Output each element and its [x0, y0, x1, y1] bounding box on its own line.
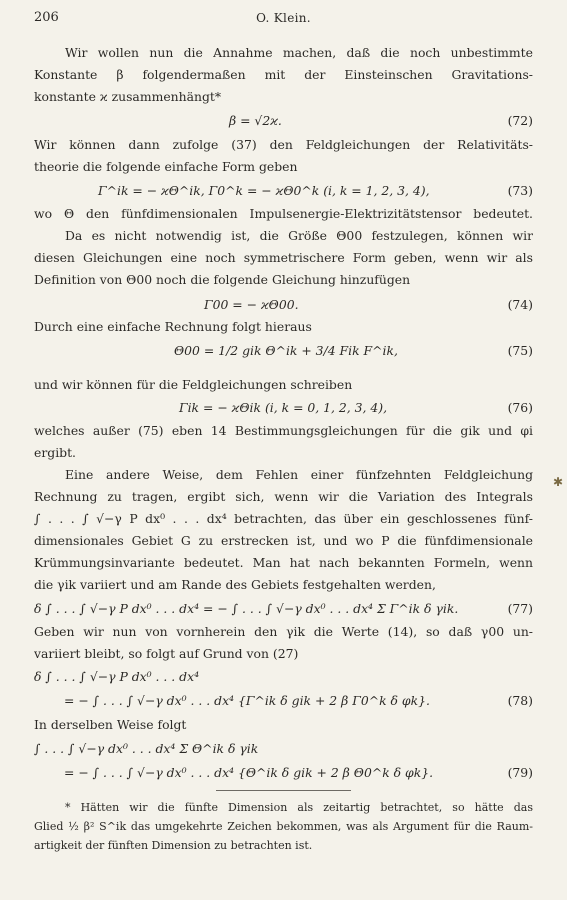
- text-line: Krümmungsinvariante bedeutet. Man hat nach bekannten Formeln, wenn: [34, 555, 533, 570]
- equation-text: Γ^ik = − ϰΘ^ik, Γ0^k = − ϰΘ0^k (i, k = 1, 2, 3, 4),: [98, 183, 430, 198]
- page-number: 206: [34, 10, 59, 25]
- text-line: Geben wir nun von vornherein den γik die Werte (14), so daß γ00 un-: [34, 624, 533, 639]
- footnote-line: * Hätten wir die fünfte Dimension als zeitartig betrachtet, so hätte das: [65, 801, 533, 814]
- equation-74: [34, 294, 533, 316]
- equation-text: δ ∫ . . . ∫ √−γ P dx⁰ . . . dx⁴: [34, 669, 200, 684]
- equation-77: [34, 598, 533, 620]
- text-line: welches außer (75) eben 14 Bestimmungsgleichungen für die gik und φi: [34, 423, 533, 438]
- text-line: In derselben Weise folgt: [34, 717, 187, 732]
- equation-text: ∫ . . . ∫ √−γ dx⁰ . . . dx⁴ Σ Θ^ik δ γik: [34, 741, 259, 756]
- text-line: theorie die folgende einfache Form geben: [34, 159, 298, 174]
- equation-text: Γ00 = − ϰΘ00.: [204, 297, 299, 312]
- text-line: Durch eine einfache Rechnung folgt hieraus: [34, 319, 312, 334]
- equation-text: δ ∫ . . . ∫ √−γ P dx⁰ . . . dx⁴ = − ∫ . . . ∫ √−γ dx⁰ . . . dx⁴ Σ Γ^ik δ γik.: [34, 601, 459, 616]
- text-line: dimensionales Gebiet G zu erstrecken ist, und wo P die fünfdimensionale: [34, 533, 533, 548]
- equation-79-lhs: [34, 738, 533, 760]
- running-header: [34, 10, 533, 30]
- equation-number: (77): [507, 601, 533, 616]
- running-title: O. Klein.: [256, 11, 311, 25]
- equation-number: (78): [507, 693, 533, 708]
- equation-78-lhs: [34, 666, 533, 688]
- equation-75: [34, 340, 533, 362]
- equation-number: (74): [507, 297, 533, 312]
- text-line: konstante ϰ zusammenhängt*: [34, 89, 222, 104]
- equation-text: = − ∫ . . . ∫ √−γ dx⁰ . . . dx⁴ {Γ^ik δ gik + 2 β Γ0^k δ φk}.: [64, 693, 430, 708]
- equation-72: [34, 110, 533, 132]
- text-line: und wir können für die Feldgleichungen schreiben: [34, 377, 353, 392]
- text-line: diesen Gleichungen eine noch symmetrischere Form geben, wenn wir als: [34, 250, 533, 265]
- equation-text: β = √2ϰ.: [229, 113, 282, 128]
- equation-text: Θ00 = 1/2 gik Θ^ik + 3/4 Fik F^ik,: [174, 343, 398, 358]
- equation-number: (79): [507, 765, 533, 780]
- equation-number: (72): [507, 113, 533, 128]
- equation-number: (73): [507, 183, 533, 198]
- equation-79: [34, 762, 533, 784]
- text-line: Wir können dann zufolge (37) den Feldgleichungen der Relativitäts-: [34, 137, 533, 152]
- text-line: die γik variiert und am Rande des Gebiets festgehalten werden,: [34, 577, 436, 592]
- equation-78: [34, 690, 533, 712]
- footnote-divider: [216, 790, 351, 791]
- text-line: Konstante β folgendermaßen mit der Einsteinschen Gravitations-: [34, 67, 533, 82]
- text-line: Definition von Θ00 noch die folgende Gleichung hinzufügen: [34, 272, 411, 287]
- equation-number: (76): [507, 400, 533, 415]
- text-line: variiert bleibt, so folgt auf Grund von (27): [34, 646, 299, 661]
- text-line: ∫ . . . ∫ √−γ P dx⁰ . . . dx⁴ betrachten, das über ein geschlossenes fünf-: [34, 511, 533, 526]
- equation-number: (75): [507, 343, 533, 358]
- text-line: Eine andere Weise, dem Fehlen einer fünfzehnten Feldgleichung: [65, 467, 533, 482]
- text-line: wo Θ den fünfdimensionalen Impulsenergie-Elektrizitätstensor bedeutet.: [34, 206, 533, 221]
- text-line: Da es nicht notwendig ist, die Größe Θ00 festzulegen, können wir: [65, 228, 533, 243]
- footnote-line: Glied ½ β² S^ik das umgekehrte Zeichen bekommen, was als Argument für die Raum-: [34, 820, 533, 833]
- equation-73: [34, 180, 533, 202]
- equation-text: = − ∫ . . . ∫ √−γ dx⁰ . . . dx⁴ {Θ^ik δ gik + 2 β Θ0^k δ φk}.: [64, 765, 434, 780]
- equation-76: [34, 397, 533, 419]
- text-line: Wir wollen nun die Annahme machen, daß die noch unbestimmte: [65, 45, 533, 60]
- text-line: Rechnung zu tragen, ergibt sich, wenn wir die Variation des Integrals: [34, 489, 533, 504]
- equation-text: Γik = − ϰΘik (i, k = 0, 1, 2, 3, 4),: [179, 400, 388, 415]
- footnote-line: artigkeit der fünften Dimension zu betrachten ist.: [34, 839, 313, 852]
- text-line: ergibt.: [34, 445, 76, 460]
- margin-mark-icon: ✱: [553, 475, 564, 489]
